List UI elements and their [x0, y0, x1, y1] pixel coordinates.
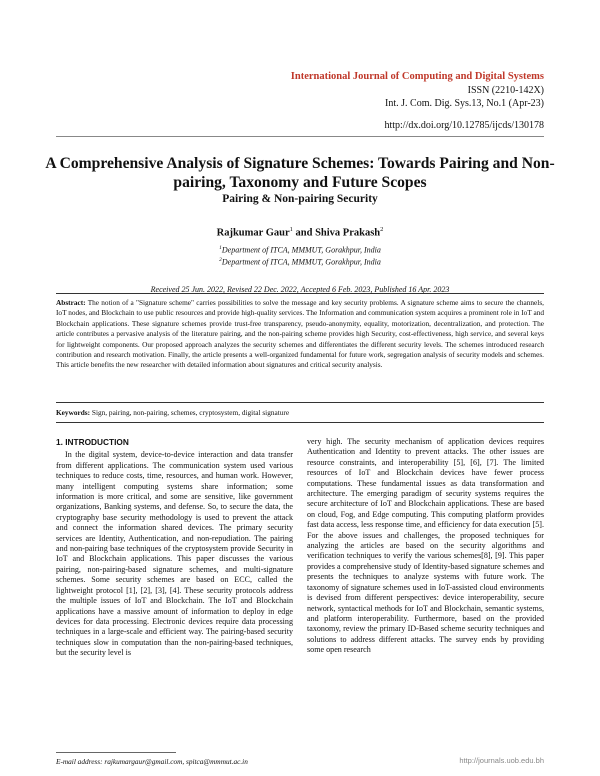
author-name: Rajkumar Gaur [216, 227, 290, 239]
body-column-right [307, 437, 544, 656]
keywords [56, 408, 544, 417]
header-divider [56, 136, 544, 137]
abstract-text: The notion of a "Signature scheme" carries possibilities to solve the message and key security problems. A signature scheme aims to secure the channels, IoT nodes, and Blockchain to use public resources and provide high-quality services. The Information and communication system acquires a prominent role in IoT and Blockchain applications. These signature schemes provide trust-free transparency, pseudo-anonymity, equality, motorization, decentralization, and protection. The article contributes a pervasive analysis of the literature pairing, and the non-pairing scheme provides high Security, cost-effectiveness, high service, and several keys for lightweight components. Our proposed approach analyzes the security schemes and differentiates the different security levels. The schemes introduced research contribution and research motivation. Finally, the article presents a well-organized fundamental for future work, segregation analysis of security models and schemes. This article benefits the new researcher with detailed information about signatures and critical security analysis. [56, 298, 544, 370]
abstract-label: Abstract: [56, 298, 86, 307]
footnote-rule [56, 752, 176, 753]
journal-citation: Int. J. Com. Dig. Sys.13, No.1 (Apr-23) [385, 98, 544, 109]
abstract-bottom-rule [56, 402, 544, 403]
body-column-left [56, 437, 293, 659]
body-paragraph: In the digital system, device-to-device interaction and data transfer from different applications. The communication system used various techniques to reduce costs, time, resources, and human work. However, many intelligent computing systems share information; some information is more critical, and some are sensitive, like government organizations, Banking systems, and defense. So, to secure the data, the cryptography base security methodology is used to prevent the attack and connect the information shared devices. The primary security services are Identity, Authentication, and non-repudiation. The pairing and non-pairing base techniques of the cryptosystem provide Security in IoT and Blockchain applications. This paper discusses the various pairing, non-pairing-based signature schemes, and multi-signature schemes. Some security schemes are based on ECC, called the lightweight protocol [1], [2], [3], [4]. These security protocols address the multiple issues of IoT and Blockchain. The IoT and Blockchain applications have a massive amount of information to deploy in edge devices for data processing. Electronic devices require data processing techniques in a large-scale and efficient way. The pairing-based security techniques slow in computation than the non-pairing-based techniques, but the security level is [56, 450, 293, 658]
author-affil-mark: 2 [380, 226, 384, 233]
keywords-rule [56, 422, 544, 423]
author-emails: E-mail address: rajkumargaur@gmail.com, spitca@mmmut.ac.in [56, 757, 248, 766]
title-block [40, 154, 560, 294]
author-name: Shiva Prakash [315, 227, 381, 239]
journal-header [291, 70, 544, 111]
abstract [56, 298, 544, 371]
section-heading: 1. INTRODUCTION [56, 437, 129, 447]
affiliation: $^2$Department of ITCA, MMMUT, Gorakhpur, India [219, 257, 381, 267]
publication-dates: Received 25 Jun. 2022, Revised 22 Dec. 2022, Accepted 6 Feb. 2023, Published 16 Apr. 2023 [150, 284, 450, 294]
affiliation: $^1$Department of ITCA, MMMUT, Gorakhpur, India [219, 244, 381, 255]
author-affil-mark: 1 [289, 226, 293, 233]
journal-name: International Journal of Computing and Digital Systems [290, 71, 544, 82]
doi-link[interactable]: http://dx.doi.org/10.12785/ijcds/130178 [384, 120, 544, 131]
journal-url[interactable]: http://journals.uob.edu.bh [459, 756, 544, 765]
paper-subtitle: Pairing & Non-pairing Security [222, 193, 378, 205]
abstract-top-rule [56, 293, 544, 294]
author-conjunction: and [292, 227, 316, 239]
keywords-label: Keywords: [56, 408, 91, 417]
body-paragraph: very high. The security mechanism of application devices requires Authentication and Identity to prevent attacks. The other issues are resource constraints, and interoperability [5], [6], [7]. The limited resources of IoT and Blockchain devices have fewer process computations. These fundamental issues as data transformation and architecture. The emerging paradigm of security systems requires the secure architecture of IoT and Blockchain applications. These are based on cloud, Fog, and Edge computing. This computing platform provides fast data access, less response time, and efficiency for data execution [5]. For the above issues and challenges, the proposed techniques for analyzing the articles are based on the security algorithms and verification techniques to verify the various schemes[8], [9]. This paper provides a comprehensive study of Identity-based signature schemes and presents the techniques to analyze systems with future work. The taxonomy of signature schemes used in IoT-assisted cloud environments is devised from different perspectives: device interoperability, secure network, syntactical methods for IoT and Blockchain, semantic systems, and platform interoperability. Furthermore, based on the provided taxonomy, review the primary ID-Based scheme security techniques and solutions to address different attacks. The survey ends by providing some open research [307, 437, 544, 655]
author-list [40, 226, 560, 239]
paper-title: A Comprehensive Analysis of Signature Schemes: Towards Pairing and Non-pairing, Taxonomy and Future Scopes [45, 155, 555, 191]
keywords-text: Sign, pairing, non-pairing, schemes, cryptosystem, digital signature [91, 408, 290, 417]
affiliations [40, 243, 560, 268]
issn: ISSN (2210-142X) [467, 84, 544, 96]
